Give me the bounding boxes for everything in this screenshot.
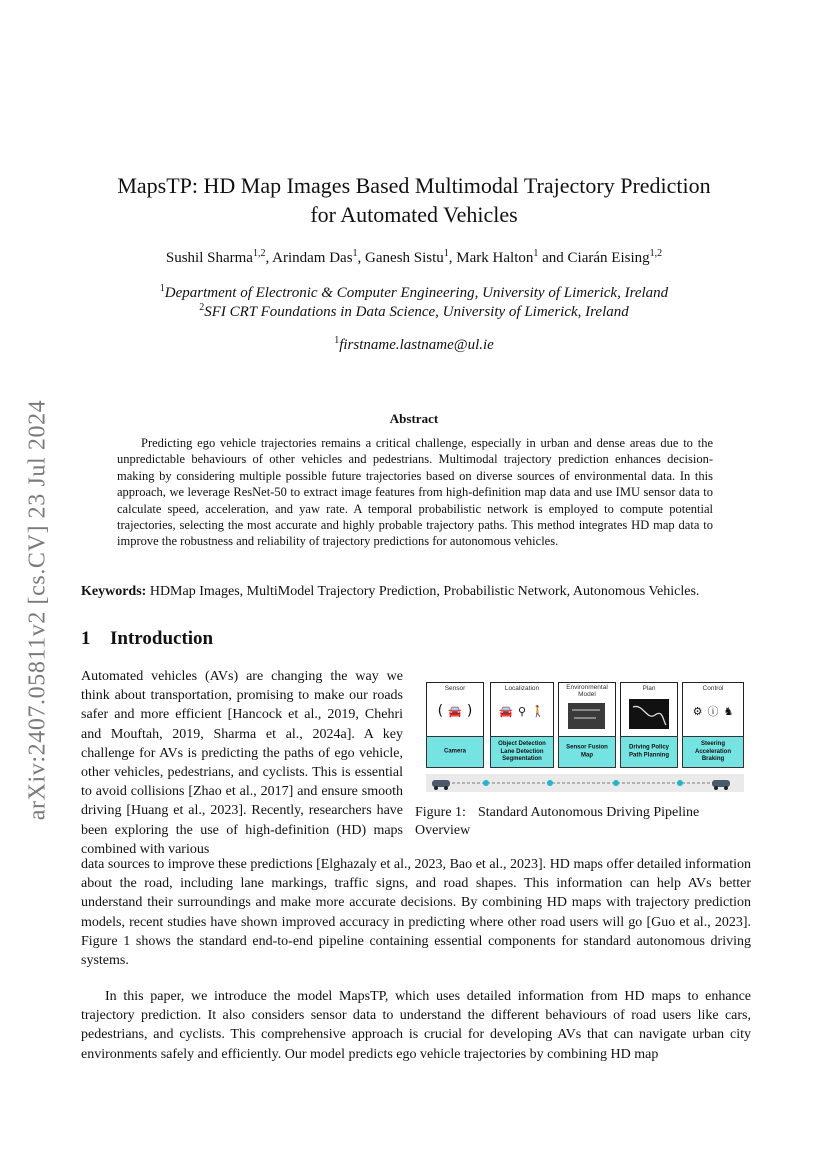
stage-bar-localization [490, 736, 554, 768]
affiliations [60, 284, 768, 322]
stage-bar-label: Object Detection Lane Detection Segmentation [498, 740, 546, 762]
abstract-heading: Abstract [389, 411, 439, 426]
affiliation-1: $^1$Department of Electronic & Computer Engineering, University of Limerick, Ireland [159, 283, 669, 301]
stage-title: Plan [642, 685, 656, 692]
car-icon-right [712, 780, 730, 790]
stage-bar-label: Sensor Fusion Map [566, 744, 608, 758]
author: Mark Halton$^1$ and [456, 248, 568, 266]
section-number: 1 [81, 628, 91, 649]
intro-paragraph-wrapped: Automated vehicles (AVs) are changing the way we think about transportation, promising to make our roads safer and more efficient [Hancock et al., 2019, Chehri and Mouftah, 2019, Sharma et al., 2024a]. A key challenge for AVs is predicting the paths of ego vehicle, other vehicles, pedestrians, and cyclists. This is essential to avoid collisions [Zhao et al., 2017] and ensure smooth driving [Huang et al., 2023]. Recently, researchers have been exploring the use of high-definition (HD) maps combined with various [81, 669, 403, 857]
section-title: Introduction [110, 628, 214, 649]
path-plan-icon [629, 699, 669, 729]
paper-title [60, 171, 768, 229]
stage-box-sensor [426, 682, 484, 740]
affiliation-2: $^2$SFI CRT Foundations in Data Science, University of Limerick, Ireland [199, 302, 629, 320]
stage-bar-label: Camera [443, 748, 466, 755]
author-list [60, 250, 768, 267]
stage-title: Localization [504, 685, 540, 692]
arxiv-stamp [18, 370, 58, 850]
author: Ganesh Sistu$^1$, [365, 248, 457, 266]
car-icon-left [432, 780, 450, 790]
keywords-text: HDMap Images, MultiModel Trajectory Prediction, Probabilistic Network, Autonomous Vehicles. [149, 584, 700, 599]
sensor-icon: ( 🚘 ) [437, 703, 473, 719]
figure-caption-text: Standard Autonomous Driving Pipeline Overview [415, 805, 700, 838]
control-icons [683, 697, 743, 725]
title-line-1: MapsTP: HD Map Images Based Multimodal Trajectory Prediction [117, 173, 711, 198]
abstract-text: Predicting ego vehicle trajectories remains a critical challenge, especially in urban and dense areas due to the unpredictable behaviours of other vehicles and pedestrians. Multimodal trajectory prediction enhances decision-making by considering multiple possible future trajectories based on diverse sources of environmental data. In this approach, we leverage ResNet-50 to extract image features from high-definition map data and use IMU sensor data to calculate speed, acceleration, and yaw rate. A temporal probabilistic network is employed to compute potential trajectories, selecting the most accurate and highly probable trajectory paths. This method integrates HD map data to improve the robustness and reliability of trajectory predictions for autonomous vehicles. [117, 436, 713, 549]
author: Arindam Das$^1$, [272, 248, 366, 266]
intro-paragraph-2: In this paper, we introduce the model MapsTP, which uses detailed information from HD maps to enhance trajectory prediction. It also considers sensor data to understand the different behaviours of road users like cars, pedestrians, and cyclists. This comprehensive approach is crucial for developing AVs that can navigate urban city environments safely and efficiently. Our model predicts ego vehicle trajectories by combining HD map [81, 989, 751, 1062]
pipeline-timeline [426, 774, 744, 792]
arxiv-id: arXiv:2407.05811v2 [cs.CV] 23 Jul 2024 [24, 399, 51, 821]
pedestrian-icon: 🚶 [531, 704, 545, 718]
keywords-label: Keywords: [81, 584, 147, 599]
stage-box-control [682, 682, 744, 740]
title-line-2: for Automated Vehicles [310, 202, 518, 227]
author-email: $^1$firstname.lastname@ul.ie [334, 335, 494, 353]
figure-pipeline [420, 678, 750, 796]
stage-title: Control [702, 685, 724, 692]
stage-box-environmental-model [558, 682, 616, 740]
stage-box-plan [620, 682, 678, 740]
author: Sushil Sharma$^{1,2}$, [165, 248, 273, 266]
author: Ciarán Eising$^{1,2}$ [567, 248, 663, 266]
timeline-dot [613, 780, 619, 786]
stage-title: Environmental Model [566, 684, 608, 698]
stage-bar-environmental-model [558, 736, 616, 768]
horse-icon: ♞ [723, 704, 734, 718]
stage-bar-label: Steering Acceleration Braking [694, 740, 731, 762]
stage-bar-plan [620, 736, 678, 768]
steering-wheel-icon: ⚙ [692, 704, 703, 718]
timeline-dot [483, 780, 489, 786]
car-icon: 🚘 [499, 704, 513, 718]
stage-box-localization [490, 682, 554, 740]
question-icon: ⓘ [707, 705, 719, 718]
stage-bar-sensor [426, 736, 484, 768]
localization-icons [491, 697, 553, 725]
stage-bar-label: Driving Policy Path Planning [628, 744, 669, 758]
intro-paragraph-continued: data sources to improve these predictions [Elghazaly et al., 2023, Bao et al., 2023]. HD maps offer detailed information about the road, including lane markings, traffic signs, and road shapes. This information can help AVs better understand their surroundings and make more accurate decisions. By combining HD maps with trajectory prediction models, recent studies have shown improved accuracy in predicting where other road users will go [Guo et al., 2023]. Figure 1 shows the standard end-to-end pipeline containing essential components for standard autonomous driving systems. [81, 857, 751, 969]
stage-title: Sensor [444, 685, 466, 692]
stage-bar-control [682, 736, 744, 768]
figure-caption [415, 804, 751, 840]
location-pin-icon: ⚲ [517, 704, 527, 718]
keywords [81, 584, 761, 600]
map-thumbnail-icon [568, 703, 605, 729]
timeline-dot [547, 780, 553, 786]
figure-label: Figure 1: [415, 805, 466, 820]
section-heading [81, 628, 213, 650]
timeline-dot [677, 780, 683, 786]
